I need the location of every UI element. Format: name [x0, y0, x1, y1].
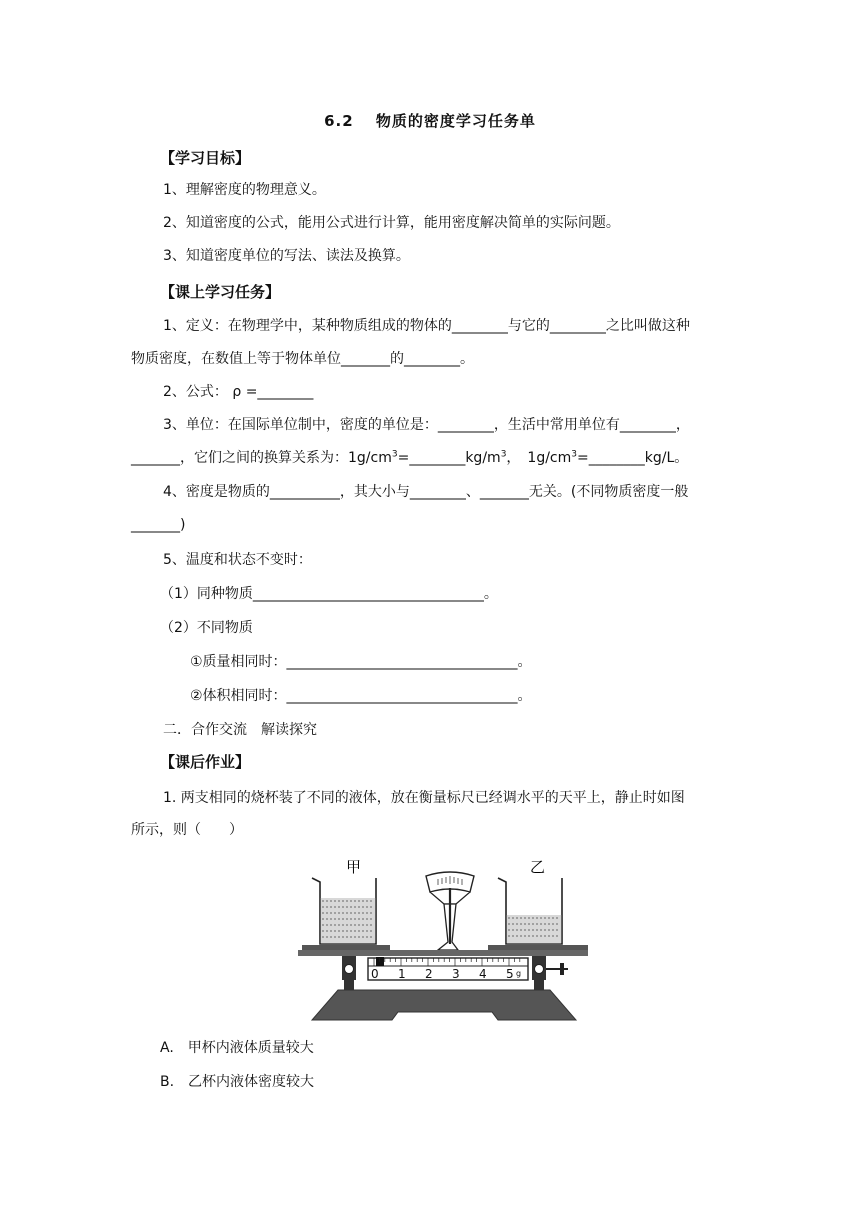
question-1-line-1: 1. 两支相同的烧杯装了不同的液体，放在衡量标尺已经调水平的天平上，静止时如图: [163, 790, 685, 806]
right-liquid: [507, 915, 561, 943]
exchange-heading: 二．合作交流 解读探究: [163, 722, 317, 738]
right-beaker: [498, 878, 562, 944]
scale-number-3: 3: [452, 967, 460, 981]
left-liquid: [321, 898, 375, 943]
tasks-heading: 【课上学习任务】: [160, 283, 281, 301]
graduated-ruler: [368, 957, 528, 980]
unit-line-2-part-b: =________kg/m: [397, 450, 501, 466]
left-post: [342, 956, 356, 990]
option-b: B. 乙杯内液体密度较大: [160, 1074, 315, 1090]
question-1-line-2: 所示，则（ ）: [131, 822, 243, 838]
balance-beam: [298, 950, 588, 956]
homework-heading: 【课后作业】: [160, 753, 251, 771]
property-line-1: 4、密度是物质的__________，其大小与________、_______无关。(不同物质密度一般: [163, 484, 689, 500]
balance-base: [312, 990, 576, 1020]
definition-line-2: 物质密度，在数值上等于物体单位_______的________。: [131, 351, 474, 367]
condition-same-substance: （1）同种物质_________________________________。: [160, 586, 498, 602]
superscript-3: 3: [500, 449, 507, 460]
unit-line-1: 3、单位：在国际单位制中，密度的单位是：________，生活中常用单位有________，: [163, 417, 690, 433]
property-line-2: _______): [131, 517, 186, 533]
left-cup-label: 甲: [346, 858, 362, 876]
option-a: A. 甲杯内液体质量较大: [160, 1040, 314, 1056]
condition-same-mass: ①质量相同时：_________________________________。: [190, 654, 532, 670]
balance-figure: [298, 852, 588, 1024]
unit-line-2-part-d: =________kg/L。: [577, 450, 689, 466]
condition-same-volume: ②体积相同时：_________________________________。: [190, 688, 532, 704]
scale-number-2: 2: [425, 967, 433, 981]
right-post: [532, 956, 568, 990]
definition-line-1: 1、定义：在物理学中，某种物质组成的物体的________与它的________之比叫做这种: [163, 318, 690, 334]
goal-item-2: 2、知道密度的公式，能用公式进行计算，能用密度解决简单的实际问题。: [163, 215, 620, 231]
scale-number-1: 1: [398, 967, 406, 981]
goals-heading: 【学习目标】: [160, 149, 251, 167]
superscript-3: 3: [571, 449, 578, 460]
formula-line: 2、公式： ρ =________: [163, 384, 314, 400]
unit-line-2: [131, 448, 688, 468]
scale-unit: g: [516, 969, 522, 978]
rider: [376, 957, 384, 966]
condition-heading: 5、温度和状态不变时：: [163, 552, 312, 568]
unit-line-2-part-a: _______，它们之间的换算关系为：1g/cm: [131, 450, 392, 466]
unit-line-2-part-c: ， 1g/cm: [506, 450, 572, 466]
left-pan: [302, 945, 390, 950]
right-cup-label: 乙: [530, 858, 546, 876]
scale-number-0: 0: [371, 967, 379, 981]
right-pan: [488, 945, 588, 950]
left-beaker: [312, 878, 376, 944]
superscript-3: 3: [391, 449, 398, 460]
scale-number-4: 4: [479, 967, 487, 981]
page-title: 6.2 物质的密度学习任务单: [324, 112, 536, 130]
goal-item-1: 1、理解密度的物理意义。: [163, 182, 326, 198]
condition-different-substance: （2）不同物质: [160, 620, 253, 636]
goal-item-3: 3、知道密度单位的写法、读法及换算。: [163, 248, 410, 264]
scale-number-5: 5: [506, 967, 514, 981]
